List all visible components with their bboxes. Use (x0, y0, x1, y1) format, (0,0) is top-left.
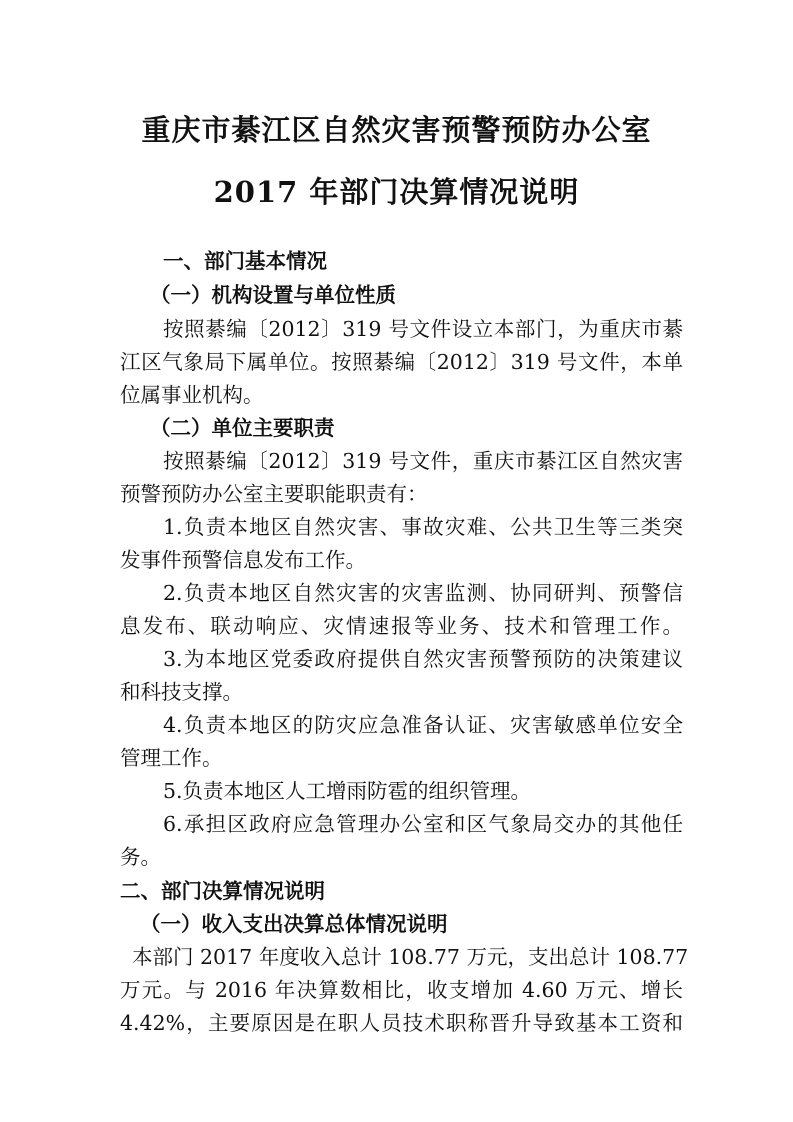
subsection-heading: （一）机构设置与单位性质 (150, 283, 396, 307)
section-heading-1: 一、部门基本情况 (163, 249, 327, 273)
paragraph-line: 预警预防办公室主要职能职责有： (120, 482, 428, 506)
section-heading-2: 二、部门决算情况说明 (120, 879, 325, 903)
paragraph-line: 按照綦编〔2012〕319 号文件，重庆市綦江区自然灾害 (163, 449, 683, 473)
list-item-line: 和科技支撑。 (120, 680, 243, 704)
list-item-line: 4.负责本地区的防灾应急准备认证、灾害敏感单位安全 (163, 713, 683, 737)
paragraph-line: 江区气象局下属单位。按照綦编〔2012〕319 号文件，本单 (120, 350, 683, 374)
list-item-line: 3.为本地区党委政府提供自然灾害预警预防的决策建议 (163, 647, 683, 671)
list-item-line: 6.承担区政府应急管理办公室和区气象局交办的其他任 (163, 812, 683, 836)
paragraph-line: 位属事业机构。 (120, 383, 264, 407)
document-title-line-2: 2017 年部门决算情况说明 (213, 175, 580, 209)
document-title-line-1: 重庆市綦江区自然灾害预警预防办公室 (141, 113, 652, 147)
list-item-line: 2.负责本地区自然灾害的灾害监测、协同研判、预警信 (163, 581, 683, 605)
list-item-line: 管理工作。 (120, 746, 223, 770)
paragraph-line: 万元。与 2016 年决算数相比，收支增加 4.60 万元、增长 (120, 978, 683, 1002)
paragraph-line: 4.42%，主要原因是在职人员技术职称晋升导致基本工资和 (120, 1011, 683, 1035)
subsection-heading: （一）收入支出决算总体情况说明 (140, 912, 448, 936)
list-item-line: 1.负责本地区自然灾害、事故灾难、公共卫生等三类突 (163, 515, 683, 539)
list-item-line: 5.负责本地区人工增雨防雹的组织管理。 (163, 779, 532, 803)
paragraph-line: 本部门 2017 年度收入总计 108.77 万元，支出总计 108.77 (132, 945, 689, 969)
list-item-line: 务。 (120, 845, 161, 869)
list-item-line: 息发布、联动响应、灾情速报等业务、技术和管理工作。 (120, 614, 683, 638)
list-item-line: 发事件预警信息发布工作。 (120, 548, 366, 572)
subsection-heading: （二）单位主要职责 (150, 416, 335, 440)
paragraph-line: 按照綦编〔2012〕319 号文件设立本部门，为重庆市綦 (163, 317, 683, 341)
